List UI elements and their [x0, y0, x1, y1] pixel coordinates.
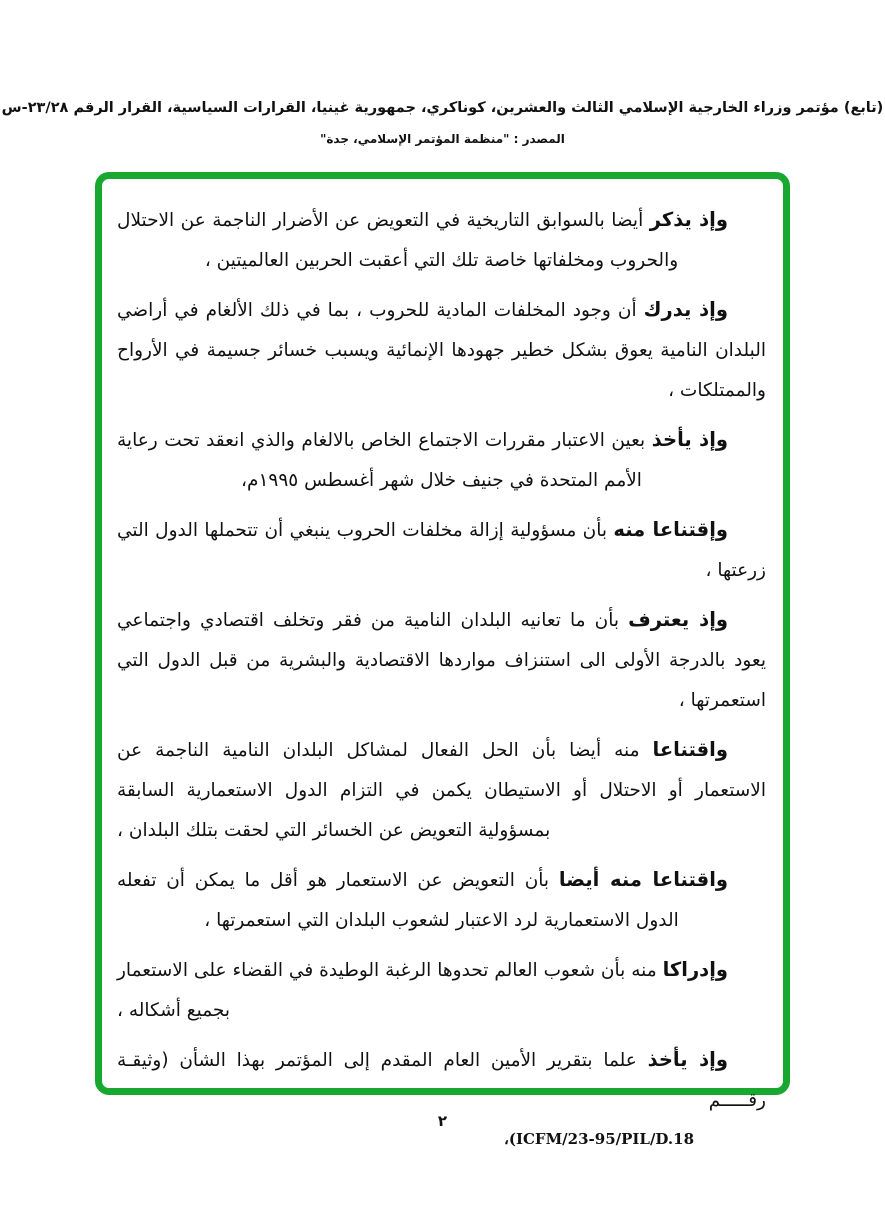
paragraph-text: أيضا بالسوابق التاريخية في التعويض عن الأضرار الناجمة عن الاحتلال والحروب ومخلفاتها خاصة تلك التي أعقبت الحربين العالميتين ، — [117, 210, 679, 271]
paragraph — [117, 200, 766, 281]
paragraph — [117, 510, 766, 591]
paragraph-text: منه بأن شعوب العالم تحدوها الرغبة الوطيدة في القضاء على الاستعمار بجميع أشكاله ، — [117, 960, 663, 1021]
paragraph — [117, 950, 766, 1031]
paragraph-text: بأن مسؤولية إزالة مخلفات الحروب ينبغي أن تتحملها الدول التي زرعتها ، — [117, 520, 766, 581]
paragraph-text: بأن ما تعانيه البلدان النامية من فقر وتخلف اقتصادي واجتماعي يعود بالدرجة الأولى الى استنزاف مواردها الاقتصادية والبشرية من قبل الدول التي استعمرتها ، — [117, 610, 766, 711]
header-citation-line: (تابع) مؤتمر وزراء الخارجية الإسلامي الثالث والعشرين، كوناكري، جمهورية غينيا، القرارات السياسية، القرار الرقم ٢٣/٢٨-س — [1, 100, 884, 116]
paragraph — [117, 860, 766, 941]
paragraph — [117, 600, 766, 721]
paragraph — [117, 1040, 766, 1121]
paragraph — [117, 730, 766, 851]
header-source-line: المصدر : "منظمة المؤتمر الإسلامي، جدة" — [320, 132, 565, 146]
paragraph-text: منه أيضا بأن الحل الفعال لمشاكل البلدان النامية الناجمة عن الاستعمار أو الاحتلال أو الاستيطان يكمن في التزام الدول الاستعمارية السابقة بمسؤولية التعويض عن الخسائر التي لحقت بتلك البلدان ، — [117, 740, 766, 841]
paragraph-lead: واقتناعا منه أيضا — [558, 868, 729, 891]
paragraph — [117, 420, 766, 501]
paragraph-lead: وإدراكا — [662, 958, 728, 981]
paragraphs — [102, 179, 783, 1148]
paragraph-lead: وإذ يأخذ — [651, 428, 728, 451]
paragraph-text: أن وجود المخلفات المادية للحروب ، بما في ذلك الألغام في أراضي البلدان النامية يعوق بشكل خطير جهودها الإنمائية ويسبب خسائر جسيمة في الأرواح والممتلكات ، — [117, 300, 766, 401]
paragraph-lead: وإذ يذكر — [649, 208, 728, 231]
page-number: ٢ — [437, 1112, 448, 1130]
green-highlight-box — [95, 172, 790, 1148]
paragraph-text: علما بتقرير الأمين العام المقدم إلى المؤتمر بهذا الشأن (وثيقـة رقـــــم — [117, 1050, 766, 1111]
document-header — [0, 99, 885, 146]
paragraph-lead: وإذ يأخذ — [647, 1048, 728, 1071]
paragraph-lead: وإذ يعترف — [628, 608, 728, 631]
paragraph-lead: وإقتناعا منه — [613, 518, 729, 541]
paragraph-lead: واقتناعا — [652, 738, 728, 761]
paragraph-text: بعين الاعتبار مقررات الاجتماع الخاص بالالغام والذي انعقد تحت رعاية الأمم المتحدة في جنيف خلال شهر أغسطس ١٩٩٥م، — [117, 430, 652, 491]
document-reference-code: ،(ICFM/23-95/PIL/D.18 — [504, 1130, 694, 1148]
paragraph-lead: وإذ يدرك — [643, 298, 728, 321]
paragraph-text: بأن التعويض عن الاستعمار هو أقل ما يمكن أن تفعله الدول الاستعمارية لرد الاعتبار لشعوب البلدان التي استعمرتها ، — [117, 870, 679, 931]
paragraph — [117, 290, 766, 411]
